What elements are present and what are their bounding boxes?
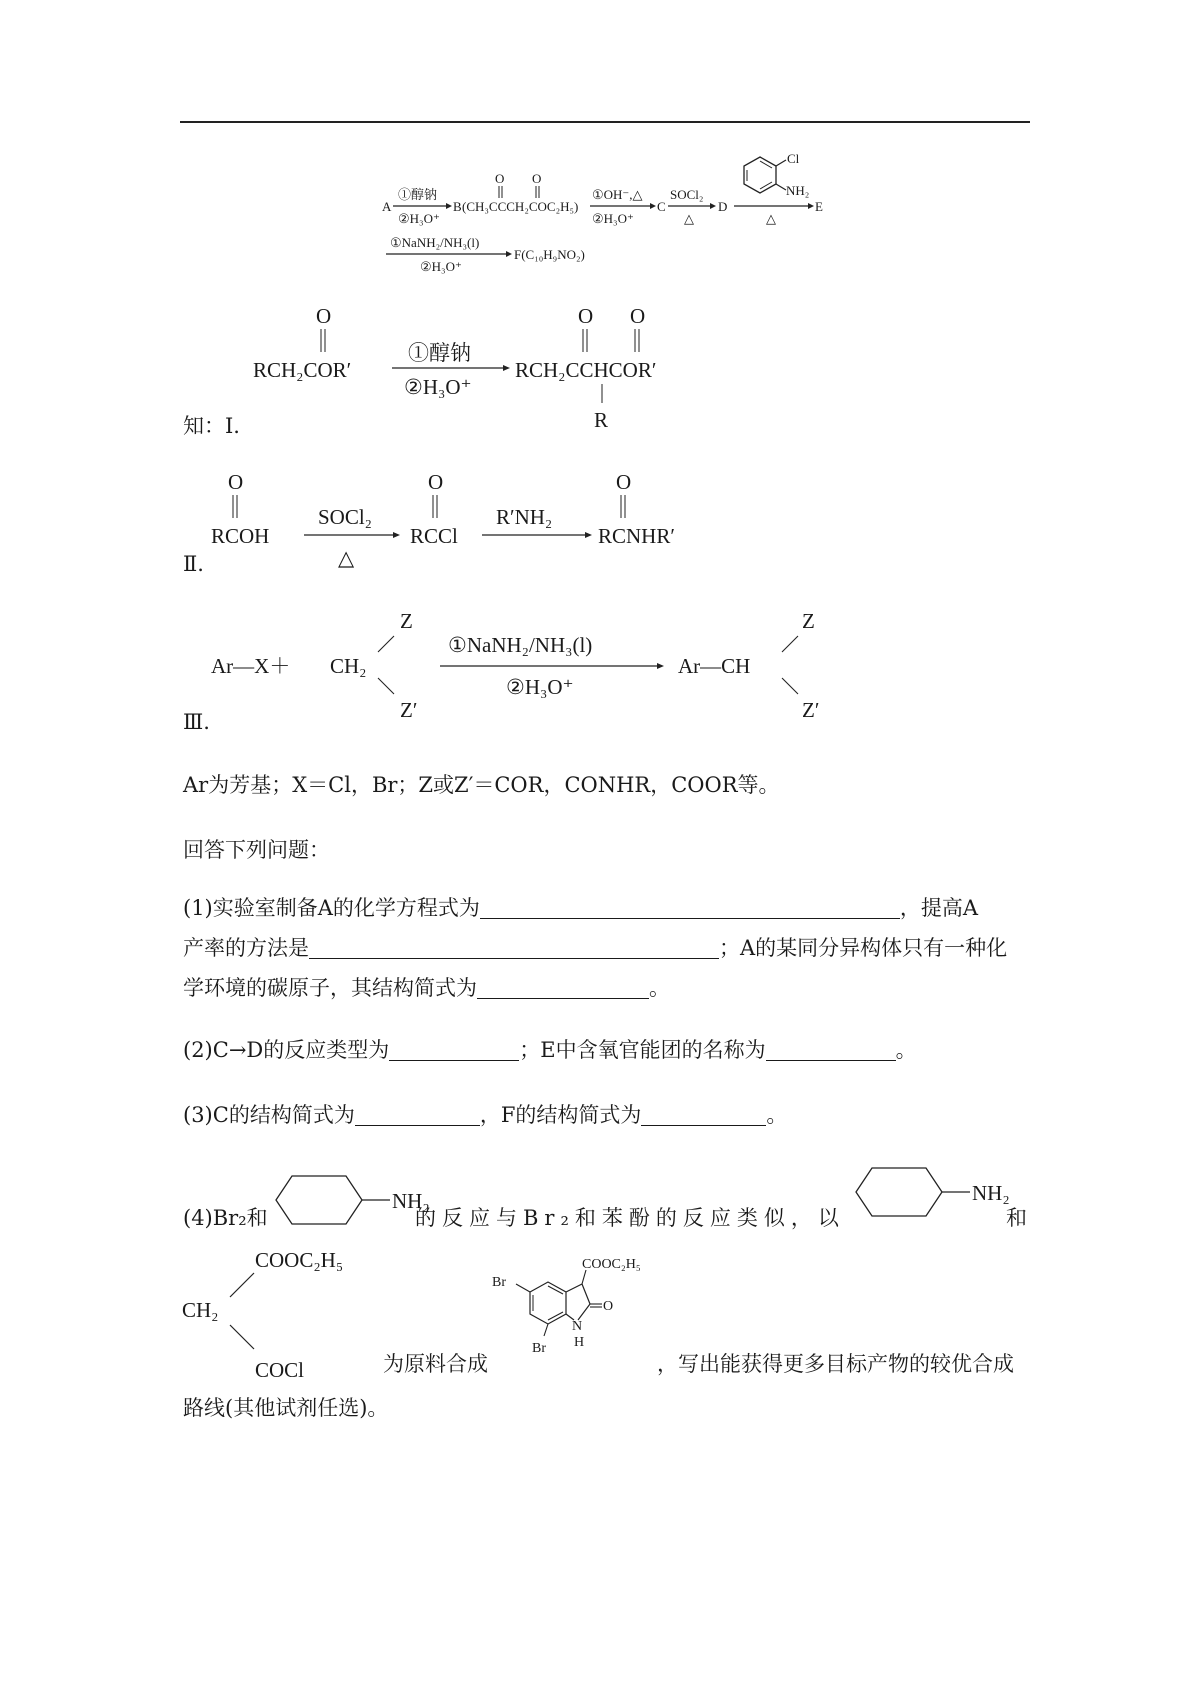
r3-Zp: Z′: [400, 698, 418, 722]
q1-text-1: (1)实验室制备A的化学方程式为: [183, 896, 480, 920]
q1-text-2: ，提高A: [899, 896, 979, 920]
q4-text-5: ，写出能获得更多目标产物的较优合成: [657, 1352, 1014, 1376]
q1-text-5: 学环境的碳原子，其结构简式为: [183, 976, 477, 1000]
scheme-B: B: [453, 199, 462, 214]
q1-blank-equation[interactable]: [480, 894, 900, 919]
q2-blank-group[interactable]: [766, 1036, 896, 1061]
scheme-A: A: [382, 199, 392, 214]
q4-text-4: 为原料合成: [383, 1352, 488, 1376]
q4-text-2: 的反应与Br₂和苯酚的反应类似，以: [415, 1206, 845, 1230]
r3-Z2: Z: [802, 609, 815, 633]
r1-reactant: RCH₂COR′: [253, 358, 352, 382]
r3-Z: Z: [400, 609, 413, 633]
q4-target-ester: COOC₂H₅: [582, 1257, 641, 1272]
r3-Zp2: Z′: [802, 698, 820, 722]
scheme-D: D: [718, 199, 728, 214]
q2-text-1: (2)C→D的反应类型为: [183, 1038, 390, 1062]
r1-cond-bot: ②H₃O⁺: [404, 375, 472, 399]
synthesis-scheme: [0, 0, 1200, 290]
r1-O-b: O: [630, 304, 646, 328]
q4-ch2: CH₂: [182, 1298, 219, 1322]
known-reaction-2: [0, 465, 1200, 585]
r1-cond-top: ①醇钠: [408, 341, 471, 365]
q4-nh2-b: NH₂: [972, 1181, 1010, 1205]
q3-blank-F[interactable]: [641, 1101, 766, 1126]
r1-O-a: O: [578, 304, 594, 328]
q1-text-4: ；A的某同分异构体只有一种化: [719, 936, 1008, 960]
q4-target-br2: Br: [532, 1341, 546, 1356]
q3-text-2: ，F的结构简式为: [479, 1103, 642, 1127]
scheme-r2-top: ①OH⁻,△: [592, 187, 643, 202]
scheme-r1-top: ①醇钠: [398, 187, 438, 202]
answer-prompt: 回答下列问题：: [183, 838, 330, 862]
q3-blank-C[interactable]: [355, 1101, 480, 1126]
known-intro: 知：Ⅰ.: [183, 414, 240, 438]
r3-ch2: CH₂: [330, 654, 367, 678]
r3-arx: Ar—X＋: [211, 654, 291, 678]
r2-O3: O: [616, 470, 632, 494]
r2-label: Ⅱ.: [183, 552, 204, 576]
scheme-r5-top: ①NaNH₂/NH₃(l): [390, 235, 480, 250]
scheme-B-formula: (CH₃CCCH₂COC₂H₅): [462, 199, 579, 214]
scheme-r3-bot: △: [684, 211, 694, 226]
r3-product: Ar—CH: [678, 654, 751, 678]
q2-text-2: ；E中含氧官能团的名称为: [519, 1038, 766, 1062]
q4-text-1: (4)Br₂和: [183, 1206, 268, 1230]
q2-text-3: 。: [895, 1038, 917, 1062]
question-1: [183, 888, 1028, 1008]
benzene-ring-icon: [744, 157, 776, 193]
r2-cond1-top: SOCl₂: [318, 505, 373, 529]
q4-target-N: N: [572, 1319, 583, 1334]
q1-blank-method[interactable]: [309, 934, 719, 959]
r3-cond-bot: ②H₃O⁺: [506, 675, 574, 699]
q1-text-3: 产率的方法是: [183, 936, 309, 960]
question-2: [183, 1030, 1028, 1070]
scheme-E: E: [815, 199, 823, 214]
r3-cond-top: ①NaNH₂/NH₃(l): [448, 633, 593, 657]
scheme-reagent-Cl: Cl: [787, 151, 800, 166]
r2-cond1-bot: △: [338, 546, 355, 570]
scheme-r2-bot: ②H₃O⁺: [592, 211, 634, 226]
scheme-reagent-NH2: NH₂: [786, 183, 810, 198]
q3-text-3: 。: [766, 1103, 788, 1127]
known-reaction-1: [0, 300, 1200, 460]
q3-text-1: (3)C的结构简式为: [183, 1103, 355, 1127]
r2-amide: RCNHR′: [598, 524, 675, 548]
q4-text-3: 和: [1006, 1206, 1027, 1230]
scheme-r4-bot: △: [766, 211, 776, 226]
r3-label: Ⅲ.: [183, 710, 210, 734]
scheme-C: C: [657, 199, 666, 214]
r1-O: O: [316, 304, 332, 328]
r1-product: RCH₂CCHCOR′: [515, 358, 657, 382]
r2-cond2-top: R′NH₂: [496, 505, 553, 529]
r2-O1: O: [228, 470, 244, 494]
scheme-r5-bot: ②H₃O⁺: [420, 259, 462, 274]
scheme-r3-top: SOCl₂: [670, 187, 704, 202]
scheme-r1-bot: ②H₃O⁺: [398, 211, 440, 226]
q4-target-H: H: [574, 1335, 585, 1350]
r2-acid: RCOH: [211, 524, 270, 548]
r2-acyl: RCCl: [410, 524, 458, 548]
r1-R: R: [594, 408, 609, 432]
scheme-B-O2: O: [532, 171, 542, 186]
scheme-B-O1: O: [495, 171, 505, 186]
question-3: [183, 1095, 1028, 1135]
q4-target-O: O: [603, 1299, 614, 1314]
q2-blank-type[interactable]: [389, 1036, 519, 1061]
q1-blank-isomer[interactable]: [477, 974, 649, 999]
q4-cocl: COCl: [255, 1358, 305, 1382]
r2-O2: O: [428, 470, 444, 494]
q1-text-6: 。: [649, 976, 670, 1000]
q4-target-br1: Br: [492, 1275, 506, 1290]
scheme-F: F(C₁₀H₉NO₂): [514, 247, 585, 262]
q4-cooc2h5: COOC₂H₅: [255, 1248, 344, 1272]
q4-nh2-a: NH₂: [392, 1189, 430, 1213]
known-note: Ar为芳基；X＝Cl，Br；Z或Z′＝COR，CONHR，COOR等。: [183, 773, 780, 797]
known-reaction-3: [0, 600, 1200, 720]
q4-text-6: 路线(其他试剂任选)。: [183, 1396, 389, 1420]
